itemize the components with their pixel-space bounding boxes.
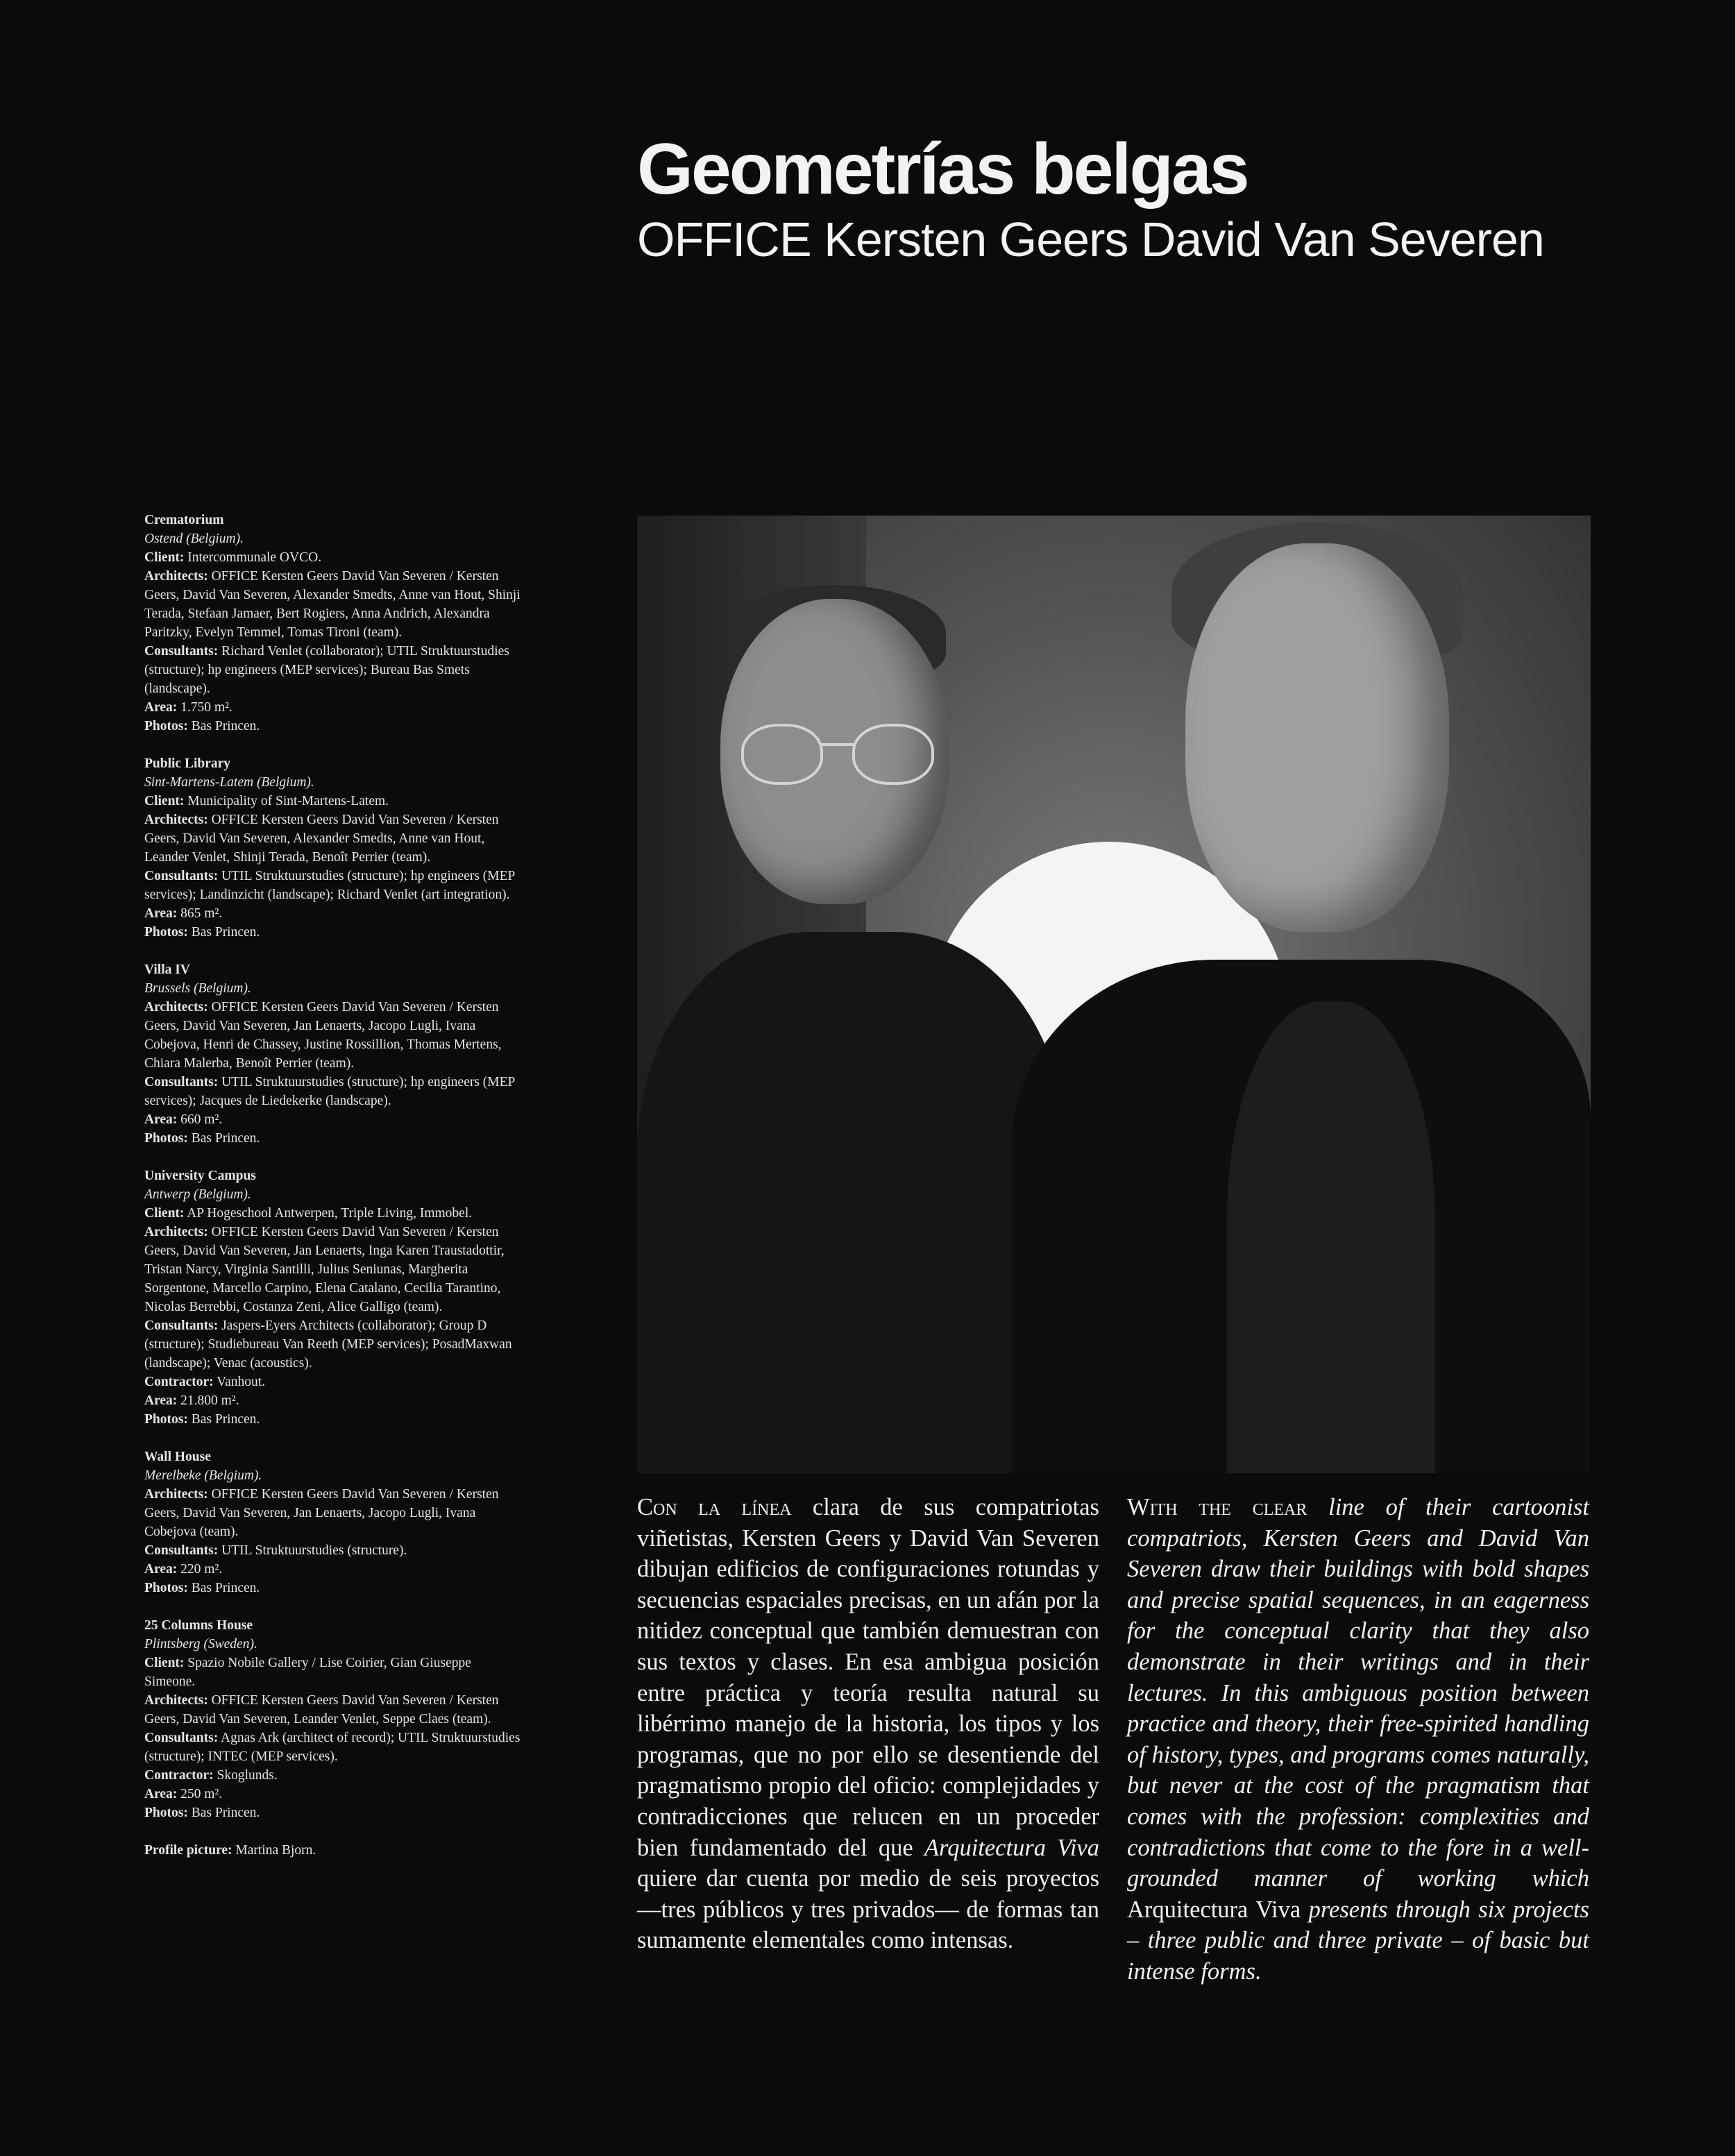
credit-key: Photos:: [144, 1412, 188, 1427]
credit-line: [144, 1316, 525, 1373]
credit-value: Agnas Ark (architect of record); UTIL Struktuurstudies (structure); INTEC (MEP services).: [144, 1731, 520, 1764]
credit-key: Area:: [144, 1112, 178, 1127]
credit-value: 1.750 m².: [177, 700, 232, 715]
profile-photo: [637, 516, 1591, 1473]
credit-value: Bas Princen.: [187, 719, 260, 733]
credit-key: Architects:: [144, 813, 208, 827]
credit-value: OFFICE Kersten Geers David Van Severen / Kersten Geers, David Van Severen, Jan Lenaerts, Jacopo Lugli, Ivana Cobejova, Henri de Chassey, Justine Rossillion, Thomas Mertens, Chiara Malerba, Benoît Perrier (team).: [144, 1000, 502, 1071]
project-location: Ostend (Belgium).: [144, 532, 244, 546]
credit-line: [144, 1485, 525, 1541]
article-subtitle: OFFICE Kersten Geers David Van Severen: [637, 212, 1544, 267]
credit-value: Martina Bjorn.: [232, 1843, 316, 1858]
project-credit-block: [144, 960, 525, 1148]
credit-value: Bas Princen.: [187, 925, 260, 940]
credit-line: [144, 548, 525, 567]
credit-line: [144, 1766, 525, 1785]
credit-value: Skoglunds.: [213, 1768, 278, 1783]
project-location: Merelbeke (Belgium).: [144, 1468, 262, 1483]
credit-line: [144, 1691, 525, 1729]
article-header: [637, 129, 1678, 267]
project-credit-block: [144, 1616, 525, 1822]
credit-key: Consultants:: [144, 1318, 219, 1333]
credit-value: 660 m².: [177, 1112, 223, 1127]
credit-line: [144, 1223, 525, 1316]
credit-key: Consultants:: [144, 1075, 219, 1089]
credit-key: Consultants:: [144, 1731, 219, 1745]
credit-value: UTIL Struktuurstudies (structure).: [218, 1543, 407, 1558]
project-name: Villa IV: [144, 962, 190, 977]
project-name: Crematorium: [144, 513, 224, 527]
article-title: Geometrías belgas: [637, 129, 1248, 210]
credit-value: Bas Princen.: [187, 1131, 260, 1146]
credit-key: Area:: [144, 700, 178, 715]
credit-line: [144, 1541, 525, 1560]
credit-line: [144, 1579, 525, 1597]
project-name: Public Library: [144, 756, 231, 771]
project-name: University Campus: [144, 1169, 256, 1183]
profile-picture-credit: [144, 1841, 525, 1860]
credit-line: [144, 1373, 525, 1391]
credit-key: Architects:: [144, 1693, 208, 1708]
credit-value: OFFICE Kersten Geers David Van Severen / Kersten Geers, David Van Severen, Leander Venlet, Seppe Claes (team).: [144, 1693, 499, 1726]
credit-value: UTIL Struktuurstudies (structure); hp engineers (MEP services); Landinzicht (landscape); Richard Venlet (art integration).: [144, 869, 515, 902]
credit-line: [144, 1785, 525, 1803]
project-credits: [144, 511, 525, 1860]
credit-line: [144, 1410, 525, 1429]
project-credit-block: [144, 754, 525, 942]
credit-key: Client:: [144, 1656, 185, 1670]
credit-line: [144, 642, 525, 698]
credit-key: Architects:: [144, 1487, 208, 1502]
credit-line: [144, 698, 525, 717]
credit-key: Client:: [144, 794, 185, 808]
credit-key: Area:: [144, 906, 178, 921]
intro-text-spanish: Con la línea clara de sus compatriotas viñetistas, Kersten Geers y David Van Severen dibujan edificios de configuraciones rotundas y secuencias espaciales precisas, en un afán por la nitidez conceptual que también demuestran con sus textos y clases. En esa ambigua posición entre práctica y teoría resulta natural su libérrimo manejo de la historia, los tipos y los programas, que no por ello se desentiende del pragmatismo propio del oficio: complejidades y contradicciones que relucen en un proceder bien fundamentado del que Arquitectura Viva quiere dar cuenta por medio de seis proyectos —tres públicos y tres privados— de formas tan sumamente elementales como intensas.: [637, 1494, 1099, 1954]
credit-key: Client:: [144, 1206, 185, 1221]
credit-value: UTIL Struktuurstudies (structure); hp engineers (MEP services); Jacques de Liedekerke (landscape).: [144, 1075, 515, 1108]
credit-line: [144, 1803, 525, 1822]
project-name: Wall House: [144, 1450, 211, 1464]
credit-value: OFFICE Kersten Geers David Van Severen / Kersten Geers, David Van Severen, Alexander Smedts, Anne van Hout, Leander Venlet, Shinji Terada, Benoît Perrier (team).: [144, 813, 499, 865]
credit-value: Spazio Nobile Gallery / Lise Coirier, Gian Giuseppe Simeone.: [144, 1656, 471, 1689]
credit-line: [144, 904, 525, 923]
credit-line: [144, 1073, 525, 1110]
credit-key: Architects:: [144, 1000, 208, 1015]
credit-key: Photos:: [144, 1806, 188, 1820]
credit-key: Consultants:: [144, 869, 219, 883]
credit-key: Client:: [144, 550, 185, 565]
credit-key: Photos:: [144, 1131, 188, 1146]
credit-value: Richard Venlet (collaborator); UTIL Struktuurstudies (structure); hp engineers (MEP services); Bureau Bas Smets (landscape).: [144, 644, 509, 696]
credit-line: [144, 792, 525, 810]
credit-key: Consultants:: [144, 644, 219, 659]
credit-key: Photos:: [144, 1581, 188, 1595]
credit-value: 220 m².: [177, 1562, 223, 1577]
credit-value: Vanhout.: [213, 1375, 266, 1389]
credit-value: Municipality of Sint-Martens-Latem.: [184, 794, 389, 808]
credit-key: Area:: [144, 1787, 178, 1801]
credit-key: Contractor:: [144, 1375, 214, 1389]
intro-text-english: With the clear line of their cartoonist compatriots, Kersten Geers and David Van Severen draw their buildings with bold shapes and precise spatial sequences, in an eagerness for the conceptual clarity that they also demonstrate in their writings and in their lectures. In this ambiguous position between practice and theory, their free-spirited handling of history, types, and programs comes naturally, but never at the cost of the pragmatism that comes with the profession: complexities and contradictions that come to the fore in a well-grounded manner of working which Arquitectura Viva presents through six projects – three public and three private – of basic but intense forms.: [1127, 1494, 1589, 1985]
credit-key: Contractor:: [144, 1768, 214, 1783]
credit-line: [144, 1729, 525, 1766]
credit-line: [144, 998, 525, 1073]
credit-line: [144, 1110, 525, 1129]
credit-line: [144, 1129, 525, 1148]
credit-value: Jaspers-Eyers Architects (collaborator); Group D (structure); Studiebureau Van Reeth (MEP services); PosadMaxwan (landscape); Venac (acoustics).: [144, 1318, 512, 1370]
credit-value: Bas Princen.: [187, 1581, 260, 1595]
credit-value: Intercommunale OVCO.: [184, 550, 322, 565]
credit-line: [144, 1204, 525, 1223]
project-credit-block: [144, 1166, 525, 1429]
credit-value: OFFICE Kersten Geers David Van Severen / Kersten Geers, David Van Severen, Jan Lenaerts, Jacopo Lugli, Ivana Cobejova (team).: [144, 1487, 499, 1539]
credit-value: 250 m².: [177, 1787, 223, 1801]
credit-key: Consultants:: [144, 1543, 219, 1558]
credit-key: Area:: [144, 1562, 178, 1577]
credit-key: Architects:: [144, 569, 208, 584]
credit-line: [144, 867, 525, 904]
credit-line: [144, 1560, 525, 1579]
credit-key: Photos:: [144, 719, 188, 733]
credit-line: [144, 717, 525, 736]
credit-line: [144, 923, 525, 942]
credit-line: [144, 810, 525, 867]
credit-key: Photos:: [144, 925, 188, 940]
project-location: Plintsberg (Sweden).: [144, 1637, 257, 1652]
project-location: Antwerp (Belgium).: [144, 1187, 251, 1202]
project-location: Brussels (Belgium).: [144, 981, 251, 996]
credit-value: 21.800 m².: [177, 1393, 239, 1408]
credit-key: Architects:: [144, 1225, 208, 1239]
credit-value: AP Hogeschool Antwerpen, Triple Living, Immobel.: [184, 1206, 473, 1221]
project-location: Sint-Martens-Latem (Belgium).: [144, 775, 314, 790]
credit-value: OFFICE Kersten Geers David Van Severen / Kersten Geers, David Van Severen, Jan Lenaerts, Inga Karen Traustadottir, Tristan Narcy, Virginia Santilli, Julius Seniunas, Margherita Sorgentone, Marcello Carpino, Elena Catalano, Cecilia Tarantino, Nicolas Berrebbi, Costanza Zeni, Alice Galligo (team).: [144, 1225, 505, 1314]
project-credit-block: [144, 1448, 525, 1597]
credit-line: [144, 567, 525, 642]
credit-value: Bas Princen.: [187, 1412, 260, 1427]
project-credit-block: [144, 511, 525, 736]
credit-value: OFFICE Kersten Geers David Van Severen / Kersten Geers, David Van Severen, Alexander Smedts, Anne van Hout, Shinji Terada, Stefaan Jamaer, Bert Rogiers, Anna Andrich, Alexandra Paritzky, Evelyn Temmel, Tomas Tironi (team).: [144, 569, 520, 640]
credit-value: Bas Princen.: [187, 1806, 260, 1820]
credit-key: Profile picture:: [144, 1843, 232, 1858]
credit-line: [144, 1391, 525, 1410]
credit-line: [144, 1654, 525, 1691]
project-name: 25 Columns House: [144, 1618, 253, 1633]
credit-key: Area:: [144, 1393, 178, 1408]
credit-value: 865 m².: [177, 906, 223, 921]
